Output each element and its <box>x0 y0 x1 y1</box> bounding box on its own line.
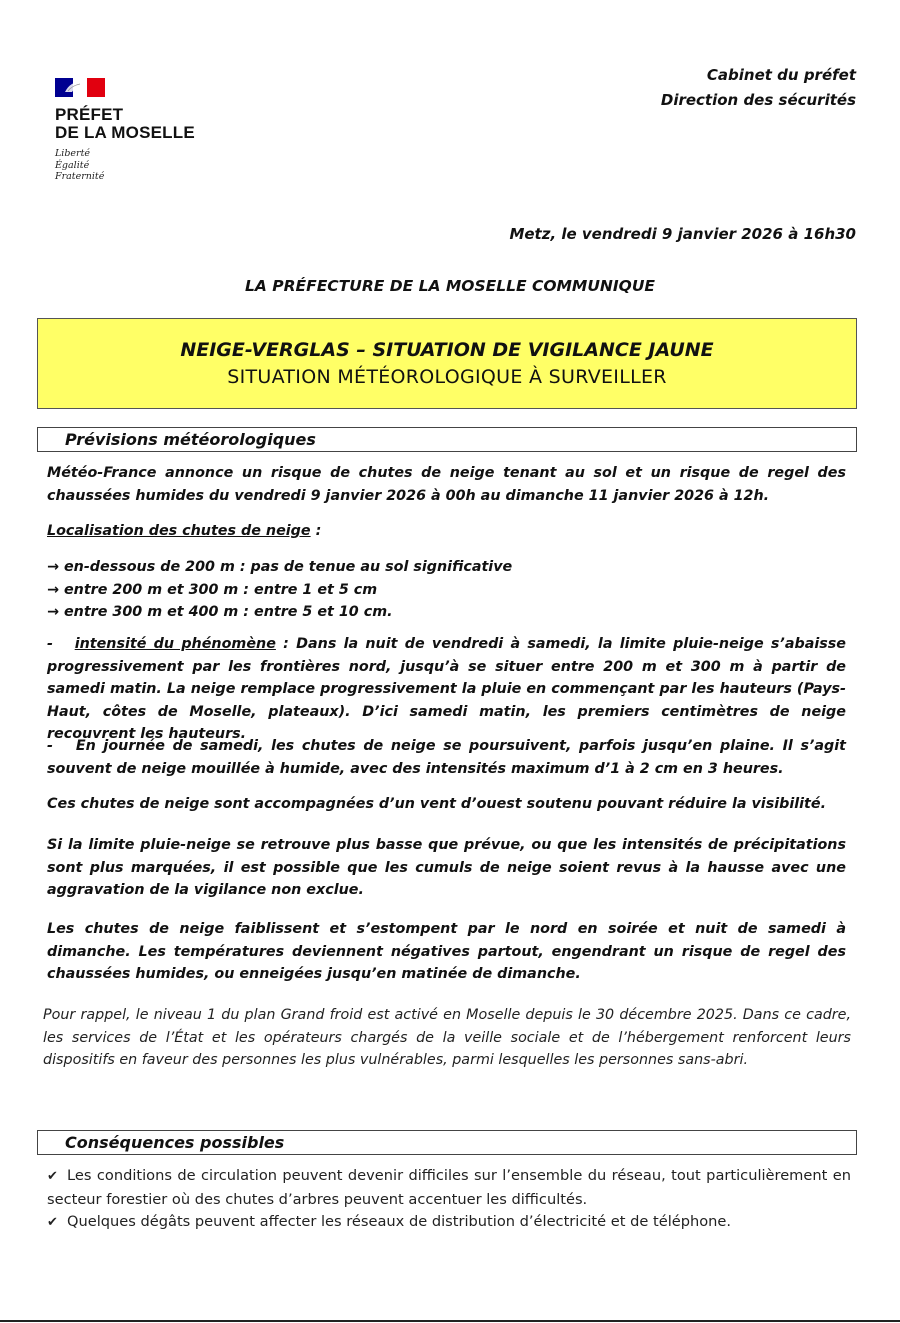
list-item <box>47 556 846 579</box>
french-flag-marianne-icon <box>55 78 105 97</box>
localisation-label: Localisation des chutes de neige <box>47 523 311 539</box>
section-previsions-header <box>37 427 857 452</box>
motto-liberte: Liberté <box>55 148 91 159</box>
prefet-line-2: DE LA MOSELLE <box>55 123 195 142</box>
section-previsions-title: Prévisions météorologiques <box>65 430 316 449</box>
prefet-line-1: PRÉFET <box>55 105 124 124</box>
consequences-list <box>47 1165 851 1235</box>
service-cabinet: Cabinet du préfet <box>706 66 856 84</box>
motto-egalite: Égalité <box>55 159 90 171</box>
service-direction: Direction des sécurités <box>660 91 856 109</box>
intensite-label: intensité du phénomène <box>74 636 276 652</box>
arrow-icon: → <box>47 559 59 575</box>
consequence-item-1: Les conditions de circulation peuvent devenir difficiles sur l’ensemble du réseau, tout particulièrement en secteur forestier où des chutes d’arbres peuvent accentuer les difficultés. <box>47 1167 851 1208</box>
localisation-item-3: entre 300 m et 400 m : entre 5 et 10 cm. <box>63 604 393 620</box>
list-item <box>47 579 846 602</box>
checkmark-icon: ✔ <box>47 1215 58 1230</box>
vigilance-title: NEIGE-VERGLAS – SITUATION DE VIGILANCE JAUNE <box>180 339 714 361</box>
localisation-heading <box>47 520 846 543</box>
section-consequences-header <box>37 1130 857 1155</box>
vent-paragraph: Ces chutes de neige sont accompagnées d’un vent d’ouest soutenu pouvant réduire la visibilité. <box>47 796 827 812</box>
vigilance-subtitle: SITUATION MÉTÉOROLOGIQUE À SURVEILLER <box>227 366 667 388</box>
limite-paragraph: Si la limite pluie-neige se retrouve plus basse que prévue, ou que les intensités de précipitations sont plus marquées, il est possible que les cumuls de neige soient revus à la hausse avec une aggravation de la vigilance non exclue. <box>47 837 846 898</box>
dash-bullet: - <box>47 738 53 754</box>
prefet-name <box>55 106 195 142</box>
journee-text: En journée de samedi, les chutes de neige se poursuivent, parfois jusqu’en plaine. Il s’agit souvent de neige mouillée à humide, avec des intensités maximum d’1 à 2 cm en 3 heures. <box>47 738 847 777</box>
list-item <box>47 1211 851 1235</box>
faiblissent-paragraph: Les chutes de neige faiblissent et s’estompent par le nord en soirée et nuit de samedi à dimanche. Les températures deviennent négatives partout, engendrant un risque de regel des chaussées humides, ou enneigées jusqu’en matinée de dimanche. <box>47 921 846 982</box>
localisation-list <box>47 556 846 624</box>
arrow-icon: → <box>47 604 59 620</box>
grand-froid-paragraph: Pour rappel, le niveau 1 du plan Grand froid est activé en Moselle depuis le 30 décembre 2025. Dans ce cadre, les services de l’État et les opérateurs chargés de la veille sociale et de l’hébergement renforcent leurs dispositifs en faveur des personnes les plus vulnérables, parmi lesquelles les personnes sans-abri. <box>43 1007 851 1068</box>
consequence-item-2: Quelques dégâts peuvent affecter les réseaux de distribution d’électricité et de téléphone. <box>67 1213 732 1230</box>
localisation-suffix: : <box>310 523 322 539</box>
communique-heading: LA PRÉFECTURE DE LA MOSELLE COMMUNIQUE <box>244 277 656 295</box>
service-block <box>661 63 856 113</box>
republic-motto <box>55 148 195 183</box>
dash-bullet: - <box>47 636 53 652</box>
vigilance-box <box>37 318 857 409</box>
localisation-item-2: entre 200 m et 300 m : entre 1 et 5 cm <box>63 581 378 598</box>
prefecture-logo <box>55 78 195 183</box>
dateline: Metz, le vendredi 9 janvier 2026 à 16h30 <box>509 225 856 243</box>
previsions-intro: Météo-France annonce un risque de chutes de neige tenant au sol et un risque de regel des chaussées humides du vendredi 9 janvier 2026 à 00h au dimanche 11 janvier 2026 à 12h. <box>47 465 846 504</box>
intensite-paragraph <box>47 633 846 746</box>
intensite-text: : Dans la nuit de vendredi à samedi, la limite pluie-neige s’abaisse progressivement par les frontières nord, jusqu’à se situer entre 200 m et 300 m à partir de samedi matin. La neige remplace progressivement la pluie en commençant par les hauteurs (Pays-Haut, côtes de Moselle, plateaux). D’ici samedi matin, les premiers centimètres de neige recouvrent les hauteurs. <box>47 636 846 742</box>
journee-paragraph <box>47 735 846 780</box>
section-consequences-title: Conséquences possibles <box>65 1133 285 1152</box>
list-item <box>47 601 846 624</box>
arrow-icon: → <box>47 581 59 598</box>
localisation-item-1: en-dessous de 200 m : pas de tenue au sol significative <box>63 559 513 575</box>
motto-fraternite: Fraternité <box>55 171 105 182</box>
bottom-divider <box>0 1320 900 1322</box>
list-item <box>47 1165 851 1211</box>
checkmark-icon: ✔ <box>47 1169 58 1184</box>
